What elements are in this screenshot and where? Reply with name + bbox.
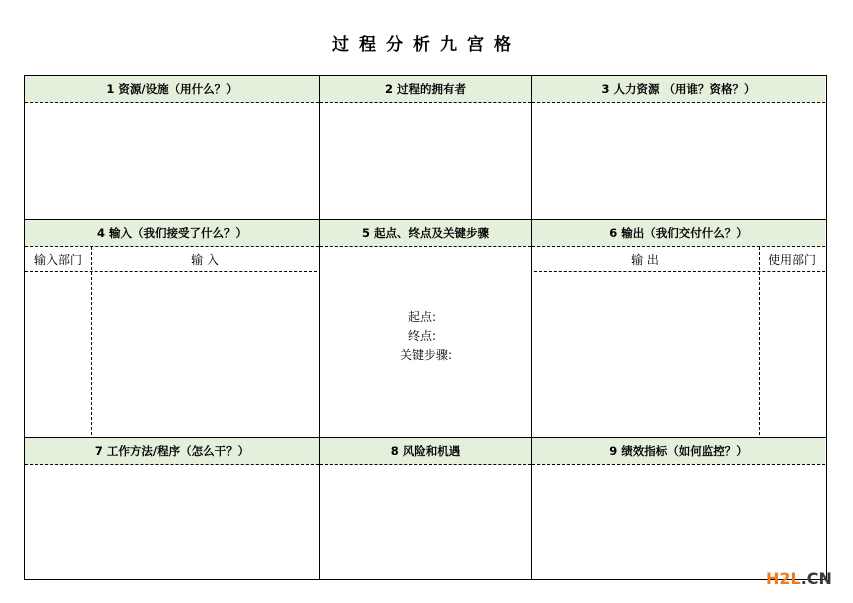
cell-2-body[interactable] — [320, 103, 531, 219]
watermark-part2: .CN — [800, 569, 832, 588]
cell-9-header — [532, 438, 825, 465]
cell-3-header — [532, 76, 825, 103]
start-point-label: 起点: — [407, 310, 436, 324]
cell-4-body — [25, 247, 319, 437]
cell-9-body[interactable] — [532, 465, 825, 577]
input-dept-area[interactable] — [25, 272, 90, 436]
output-label: 输 出 — [631, 253, 659, 267]
cell-3-body[interactable] — [532, 103, 825, 219]
cell-8-title: 8 风险和机遇 — [390, 444, 461, 458]
cell-7-title: 7 工作方法/程序（怎么干？） — [94, 444, 250, 458]
cell-8-body[interactable] — [320, 465, 531, 577]
cell-2-header — [320, 76, 531, 103]
key-steps-label: 关键步骤: — [399, 348, 452, 362]
cell-8-header — [320, 438, 531, 465]
output-area[interactable] — [532, 272, 758, 436]
nine-grid-table — [24, 75, 827, 580]
cell-2-title: 2 过程的拥有者 — [384, 82, 466, 96]
cell-3-title: 3 人力资源 （用谁？资格？） — [601, 82, 756, 96]
cell-1-header — [25, 76, 319, 103]
cell-4-header — [25, 220, 319, 247]
cell-7-body[interactable] — [25, 465, 319, 577]
cell-1-title: 1 资源/设施（用什么？） — [106, 82, 238, 96]
cell-4-title: 4 输入（我们接受了什么？） — [96, 226, 247, 240]
using-dept-area[interactable] — [760, 272, 825, 436]
input-dept-label: 输入部门 — [33, 253, 82, 267]
cell-6-header — [532, 220, 825, 247]
steps-list — [392, 308, 452, 365]
watermark-logo — [766, 569, 832, 588]
using-dept-label: 使用部门 — [767, 253, 816, 267]
input-area[interactable] — [92, 272, 318, 436]
cell-5-header — [320, 220, 531, 247]
end-point-label: 终点: — [407, 329, 436, 343]
watermark-part1: H2L — [766, 569, 801, 588]
cell-7-header — [25, 438, 319, 465]
cell-5-body[interactable] — [320, 247, 531, 437]
cell-5-title: 5 起点、终点及关键步骤 — [361, 226, 489, 240]
input-label: 输 入 — [191, 253, 219, 267]
cell-1-body[interactable] — [25, 103, 319, 219]
cell-6-title: 6 输出（我们交付什么？） — [609, 226, 748, 240]
cell-6-body — [532, 247, 825, 437]
page-title: 过程分析九宫格 — [332, 35, 521, 55]
cell-9-title: 9 绩效指标（如何监控？） — [609, 444, 748, 458]
